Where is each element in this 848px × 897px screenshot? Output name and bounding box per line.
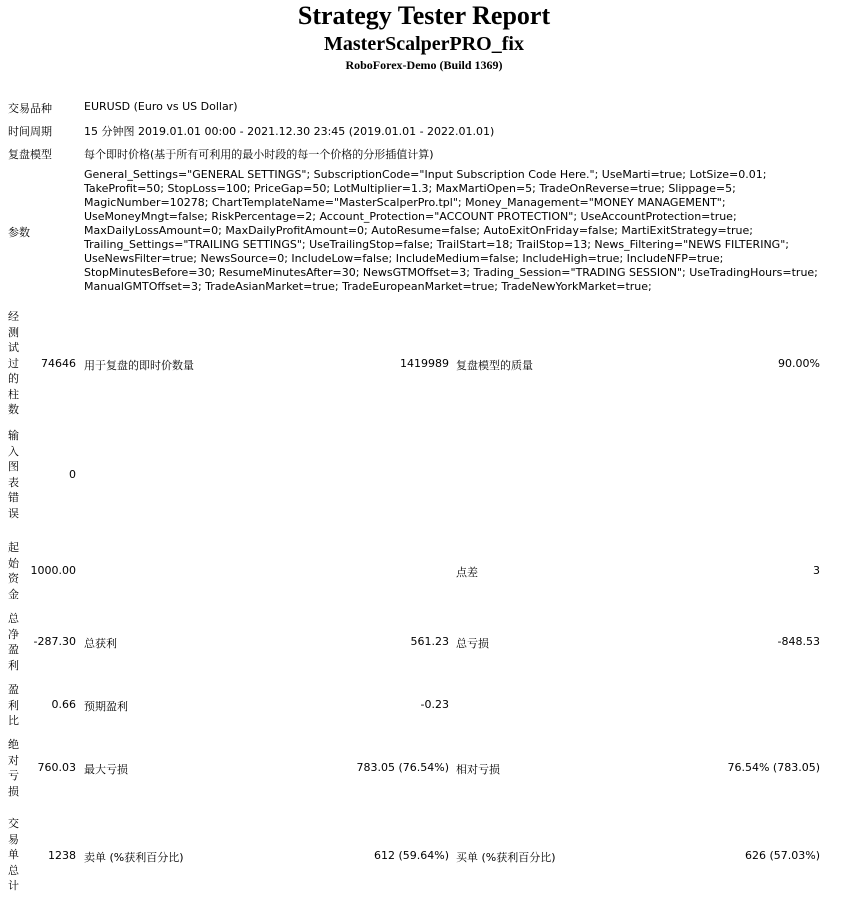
pf-value: 0.66	[51, 698, 76, 711]
rel-dd-label: 相对亏损	[456, 763, 500, 776]
gross-loss-label: 总亏损	[456, 637, 489, 650]
expected-value: -0.23	[420, 698, 449, 711]
net-label: 总净盈利	[8, 612, 19, 672]
spread-label: 点差	[456, 566, 478, 579]
period-label: 时间周期	[8, 125, 52, 138]
gross-profit-value: 561.23	[410, 635, 449, 648]
deposit-value: 1000.00	[30, 564, 76, 577]
quality-value: 90.00%	[778, 357, 820, 370]
quality-label: 复盘模型的质量	[456, 359, 533, 372]
long-trades-value: 626 (57.03%)	[744, 849, 820, 862]
net-value: -287.30	[33, 635, 76, 648]
params-value: General_Settings="GENERAL SETTINGS"; SubscriptionCode="Input Subscription Code Here."; UseMarti=true; LotSize=0.01; TakeProfit=50; StopLoss=100; PriceGap=50; LotMultiplier=1.3; MaxMartiOpen=5; TradeOnReverse=true; Slippage=5; MagicNumber=10278; ChartTemplateName="MasterScalperPro.tpl"; Money_Management="MONEY MANAGEMENT"; UseMoneyMngt=false; RiskPercentage=2; Account_Protection="ACCOUNT PROTECTION"; UseAccountProtection=true; MaxDailyLossAmount=0; MaxDailyProfitAmount=0; AutoResume=false; AutoExitOnFriday=false; MartiExitStrategy=true; Trailing_Settings="TRAILING SETTINGS"; UseTrailingStop=false; TrailStart=18; TrailStop=13; News_Filtering="NEWS FILTERING"; UseNewsFilter=true; NewsSource=0; IncludeLow=false; IncludeMedium=false; IncludeHigh=true; IncludeNFP=true; StopMinutesBefore=30; ResumeMinutesAfter=30; NewsGTMOffset=3; Trading_Session="TRADING SESSION"; UseTradingHours=true; ManualGMTOffset=3; TradeAsianMarket=true; TradeEuropeanMarket=true; TradeNewYorkMarket=true;	[84, 168, 818, 293]
abs-dd-value: 760.03	[37, 761, 76, 774]
period-value: 15 分钟图 2019.01.01 00:00 - 2021.12.30 23:45 (2019.01.01 - 2022.01.01)	[84, 125, 495, 138]
symbol-label: 交易品种	[8, 102, 52, 115]
gross-profit-label: 总获利	[84, 637, 117, 650]
trades-value: 1238	[48, 849, 76, 862]
short-trades-value: 612 (59.64%)	[373, 849, 449, 862]
expected-label: 预期盈利	[84, 700, 128, 713]
errors-value: 0	[69, 468, 76, 481]
short-trades-label: 卖单 (%获利百分比)	[84, 851, 184, 864]
errors-label: 输入图表错误	[8, 429, 19, 520]
params-label: 参数	[8, 226, 30, 239]
bars-value: 74646	[41, 357, 76, 370]
max-dd-value: 783.05 (76.54%)	[356, 761, 449, 774]
bars-label: 经测试过的柱数	[8, 310, 19, 416]
server-build: RoboForex-Demo (Build 1369)	[345, 58, 503, 72]
gross-loss-value: -848.53	[777, 635, 820, 648]
ea-name: MasterScalperPRO_fix	[324, 33, 524, 55]
model-value: 每个即时价格(基于所有可利用的最小时段的每一个价格的分形插值计算)	[84, 148, 434, 161]
rel-dd-value: 76.54% (783.05)	[727, 761, 820, 774]
abs-dd-label: 绝对亏损	[8, 738, 19, 798]
ticks-value: 1419989	[400, 357, 449, 370]
long-trades-label: 买单 (%获利百分比)	[456, 851, 556, 864]
spread-value: 3	[813, 564, 820, 577]
trades-label: 交易单总计	[8, 817, 19, 892]
model-label: 复盘模型	[8, 148, 52, 161]
symbol-value: EURUSD (Euro vs US Dollar)	[84, 100, 238, 113]
pf-label: 盈利比	[8, 683, 19, 727]
report-title: Strategy Tester Report	[297, 1, 551, 30]
report-header	[0, 1, 848, 73]
deposit-label: 起始资金	[8, 541, 19, 601]
ticks-label: 用于复盘的即时价数量	[84, 359, 194, 372]
max-dd-label: 最大亏损	[84, 763, 128, 776]
